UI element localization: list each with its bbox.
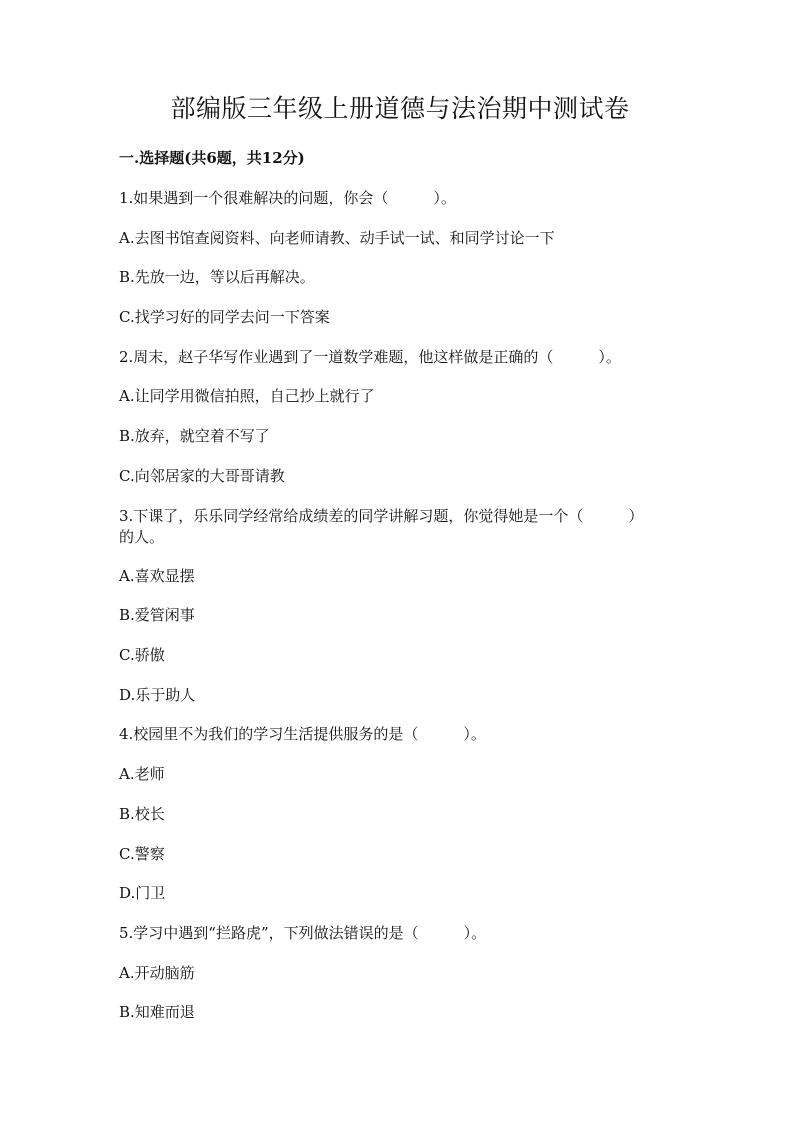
page-title: 部编版三年级上册道德与法治期中测试卷 (170, 94, 630, 123)
question-4-option-b: B.校长 (119, 805, 165, 823)
question-4-option-a: A.老师 (119, 765, 165, 783)
question-3-option-c: C.骄傲 (119, 646, 165, 664)
question-2-option-a: A.让同学用微信拍照，自己抄上就行了 (119, 387, 375, 405)
question-3-option-b: B.爱管闲事 (119, 606, 195, 624)
question-1-option-b: B.先放一边，等以后再解决。 (119, 268, 315, 286)
question-4-option-d: D.门卫 (119, 884, 166, 902)
question-3-option-a: A.喜欢显摆 (119, 567, 195, 585)
question-2-stem: 2.周末，赵子华写作业遇到了一道数学难题，他这样做是正确的（ ）。 (119, 348, 621, 366)
question-1-stem: 1.如果遇到一个很难解决的问题，你会（ ）。 (119, 189, 456, 207)
question-4-stem: 4.校园里不为我们的学习生活提供服务的是（ ）。 (119, 725, 486, 743)
question-5-stem: 5.学习中遇到“拦路虎”，下列做法错误的是（ ）。 (119, 924, 487, 942)
question-2-option-c: C.向邻居家的大哥哥请教 (119, 467, 285, 485)
question-2-option-b: B.放弃，就空着不写了 (119, 427, 270, 445)
question-5-option-a: A.开动脑筋 (119, 964, 195, 982)
question-1-option-c: C.找学习好的同学去问一下答案 (119, 308, 330, 326)
question-1-option-a: A.去图书馆查阅资料、向老师请教、动手试一试、和同学讨论一下 (119, 229, 555, 247)
question-5-option-b: B.知难而退 (119, 1003, 195, 1021)
question-4-option-c: C.警察 (119, 845, 165, 863)
question-3-stem-line-1: 3.下课了，乐乐同学经常给成绩差的同学讲解习题，你觉得她是一个（ ） (119, 507, 644, 525)
question-3-stem-line-2: 的人。 (119, 528, 165, 546)
question-3-option-d: D.乐于助人 (119, 686, 196, 704)
section-heading: 一.选择题(共6题，共12分) (119, 149, 305, 167)
